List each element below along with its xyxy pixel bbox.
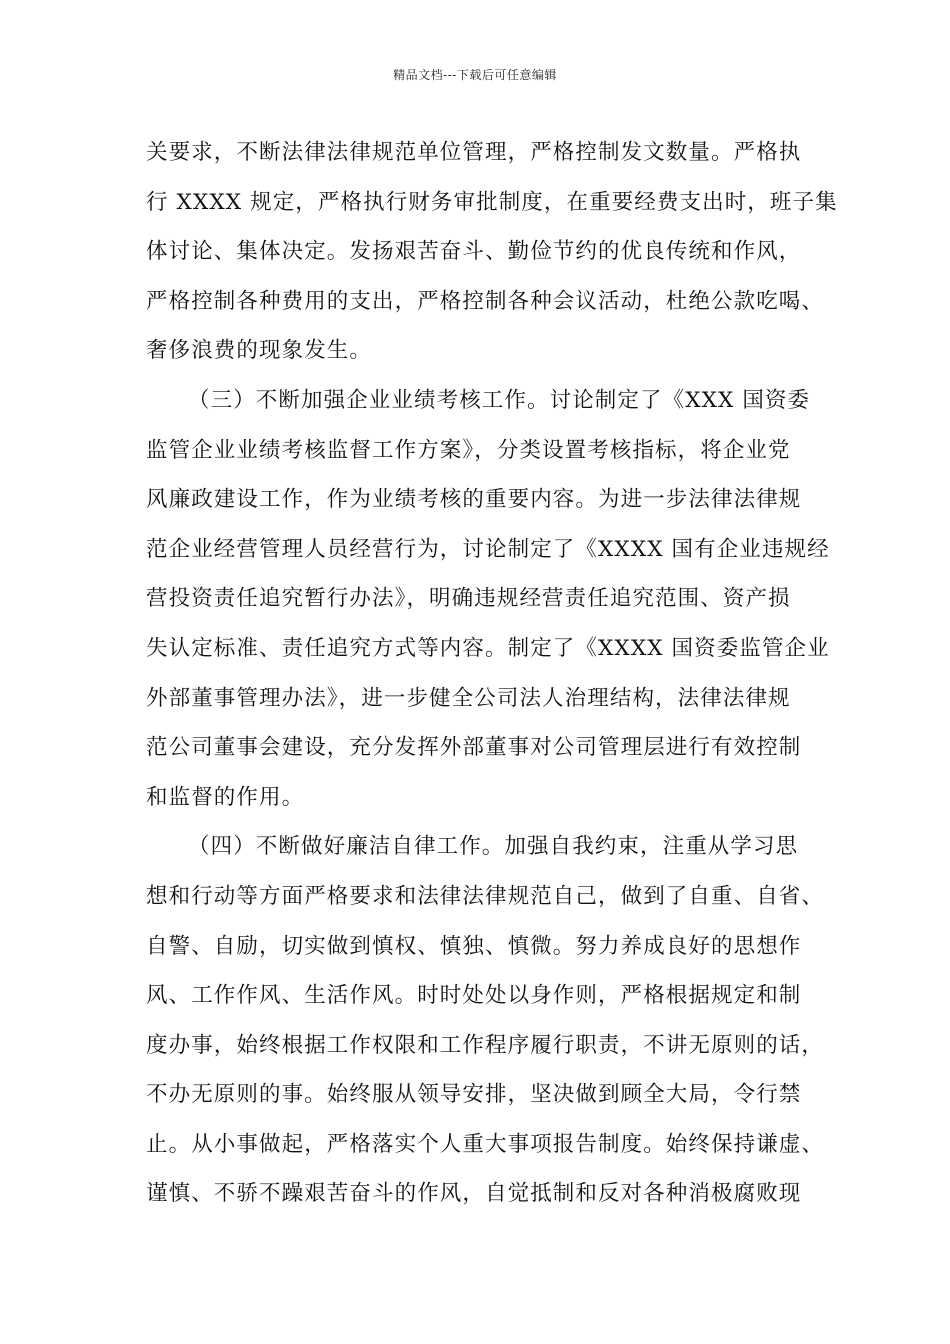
- document-body: [146, 135, 838, 1226]
- text-line: 想和行动等方面严格要求和法律法律规范自己，做到了自重、自省、: [146, 883, 825, 909]
- text-line: 范公司董事会建设，充分发挥外部董事对公司管理层进行有效控制: [146, 735, 802, 761]
- text-line: 奢侈浪费的现象发生。: [146, 338, 373, 364]
- text-line: 监管企业业绩考核监督工作方案》，分类设置考核指标，将企业党: [146, 437, 791, 463]
- text-line: 风、工作作风、生活作风。时时处处以身作则，严格根据规定和制: [146, 983, 802, 1009]
- text-line: 体讨论、集体决定。发扬艰苦奋斗、勤俭节约的优良传统和作风，: [146, 239, 802, 265]
- text-line: 行 XXXX 规定，严格执行财务审批制度，在重要经费支出时，班子集: [146, 189, 838, 215]
- text-line: 和监督的作用。: [146, 784, 305, 810]
- text-line: 失认定标准、责任追究方式等内容。制定了《XXXX 国资委监管企业: [146, 635, 830, 661]
- text-line: 严格控制各种费用的支出，严格控制各种会议活动，杜绝公款吃喝、: [146, 288, 825, 314]
- paragraph-start-line: （四）不断做好廉洁自律工作。加强自我约束，注重从学习思: [188, 834, 799, 860]
- text-line: 不办无原则的事。始终服从领导安排，坚决做到顾全大局，令行禁: [146, 1082, 802, 1108]
- text-line: 止。从小事做起，严格落实个人重大事项报告制度。始终保持谦虚、: [146, 1131, 825, 1157]
- text-line: 自警、自励，切实做到慎权、慎独、慎微。努力养成良好的思想作: [146, 933, 802, 959]
- text-line: 营投资责任追究暂行办法》，明确违规经营责任追究范围、资产损: [146, 586, 791, 612]
- text-line: 范企业经营管理人员经营行为，讨论制定了《XXXX 国有企业违规经: [146, 536, 830, 562]
- text-line: 度办事，始终根据工作权限和工作程序履行职责，不讲无原则的话，: [146, 1032, 825, 1058]
- text-line: 关要求，不断法律法律规范单位管理，严格控制发文数量。严格执: [146, 140, 802, 165]
- text-line: 谨慎、不骄不躁艰苦奋斗的作风，自觉抵制和反对各种消极腐败现: [146, 1181, 802, 1207]
- text-line: 风廉政建设工作，作为业绩考核的重要内容。为进一步法律法律规: [146, 487, 802, 513]
- text-line: 外部董事管理办法》，进一步健全公司法人治理结构，法律法律规: [146, 685, 791, 711]
- paragraph-start-line: （三）不断加强企业业绩考核工作。讨论制定了《XXX 国资委: [188, 387, 811, 413]
- page-header: 精品文档---下载后可任意编辑: [393, 68, 557, 82]
